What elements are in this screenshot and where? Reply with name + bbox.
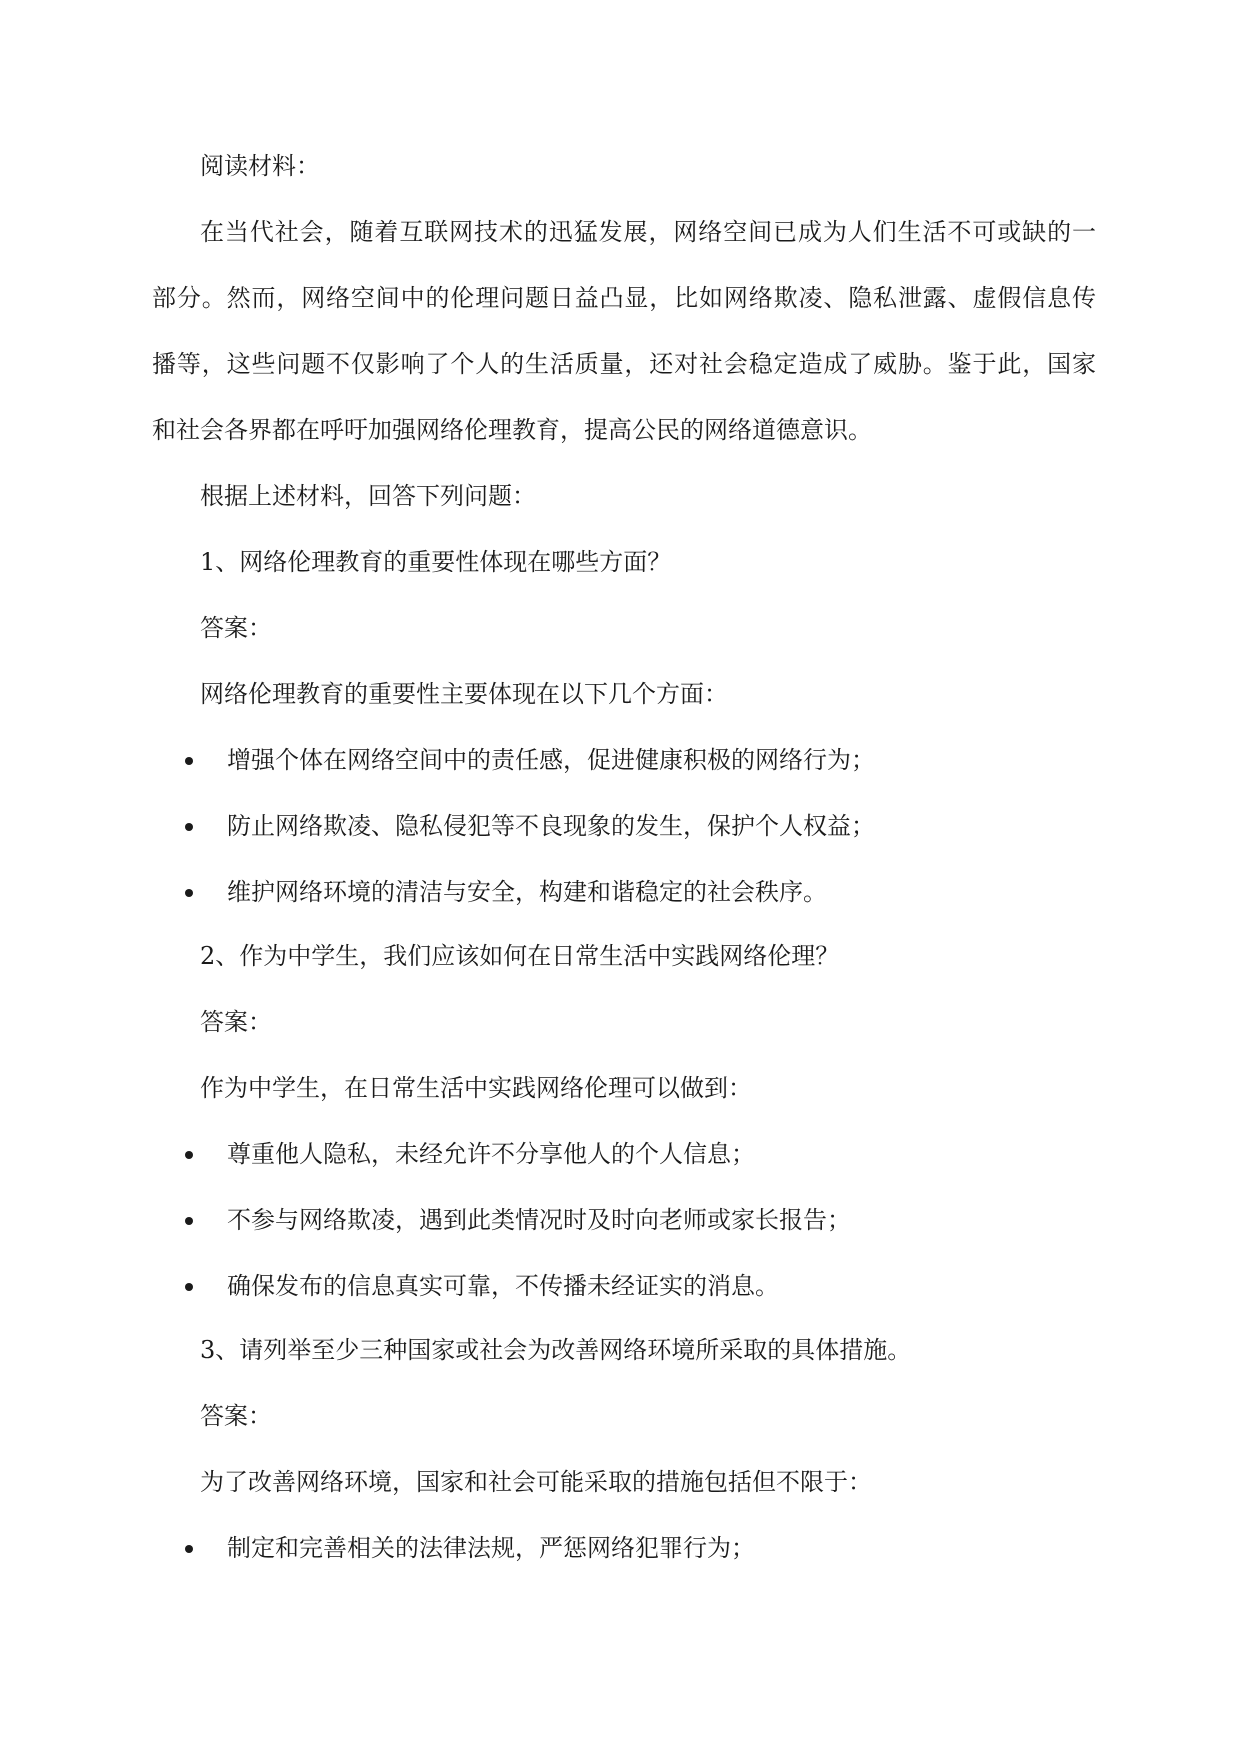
bullet-icon [185,757,193,765]
bullet-icon [185,1217,193,1225]
bullet-icon [185,1283,193,1291]
answer-label: 答案： [200,614,272,642]
list-item-text: 尊重他人隐私，未经允许不分享他人的个人信息； [227,1140,755,1168]
question-1: 1、网络伦理教育的重要性体现在哪些方面？ [200,548,672,576]
question-2: 2、作为中学生，我们应该如何在日常生活中实践网络伦理？ [200,942,840,970]
question-3: 3、请列举至少三种国家或社会为改善网络环境所采取的具体措施。 [200,1336,912,1364]
bullet-icon [185,1151,193,1159]
paragraph-line: 播等，这些问题不仅影响了个人的生活质量，还对社会稳定造成了威胁。鉴于此，国家 [152,350,1096,378]
list-item-text: 维护网络环境的清洁与安全，构建和谐稳定的社会秩序。 [227,878,827,906]
paragraph-line: 和社会各界都在呼吁加强网络伦理教育，提高公民的网络道德意识。 [152,416,872,444]
list-item-text: 制定和完善相关的法律法规，严惩网络犯罪行为； [227,1534,755,1562]
paragraph-line: 在当代社会，随着互联网技术的迅猛发展，网络空间已成为人们生活不可或缺的一 [200,218,1096,246]
answer-label: 答案： [200,1402,272,1430]
answer-intro: 网络伦理教育的重要性主要体现在以下几个方面： [200,680,728,708]
reading-label: 阅读材料： [200,152,320,180]
list-item-text: 增强个体在网络空间中的责任感，促进健康积极的网络行为； [227,746,875,774]
list-item-text: 不参与网络欺凌，遇到此类情况时及时向老师或家长报告； [227,1206,851,1234]
bullet-icon [185,889,193,897]
list-item-text: 防止网络欺凌、隐私侵犯等不良现象的发生，保护个人权益； [227,812,875,840]
bullet-icon [185,823,193,831]
instruction: 根据上述材料，回答下列问题： [200,482,536,510]
bullet-icon [185,1545,193,1553]
paragraph-line: 部分。然而，网络空间中的伦理问题日益凸显，比如网络欺凌、隐私泄露、虚假信息传 [152,284,1096,312]
answer-intro: 为了改善网络环境，国家和社会可能采取的措施包括但不限于： [200,1468,872,1496]
answer-intro: 作为中学生，在日常生活中实践网络伦理可以做到： [200,1074,752,1102]
list-item-text: 确保发布的信息真实可靠，不传播未经证实的消息。 [227,1272,779,1300]
answer-label: 答案： [200,1008,272,1036]
